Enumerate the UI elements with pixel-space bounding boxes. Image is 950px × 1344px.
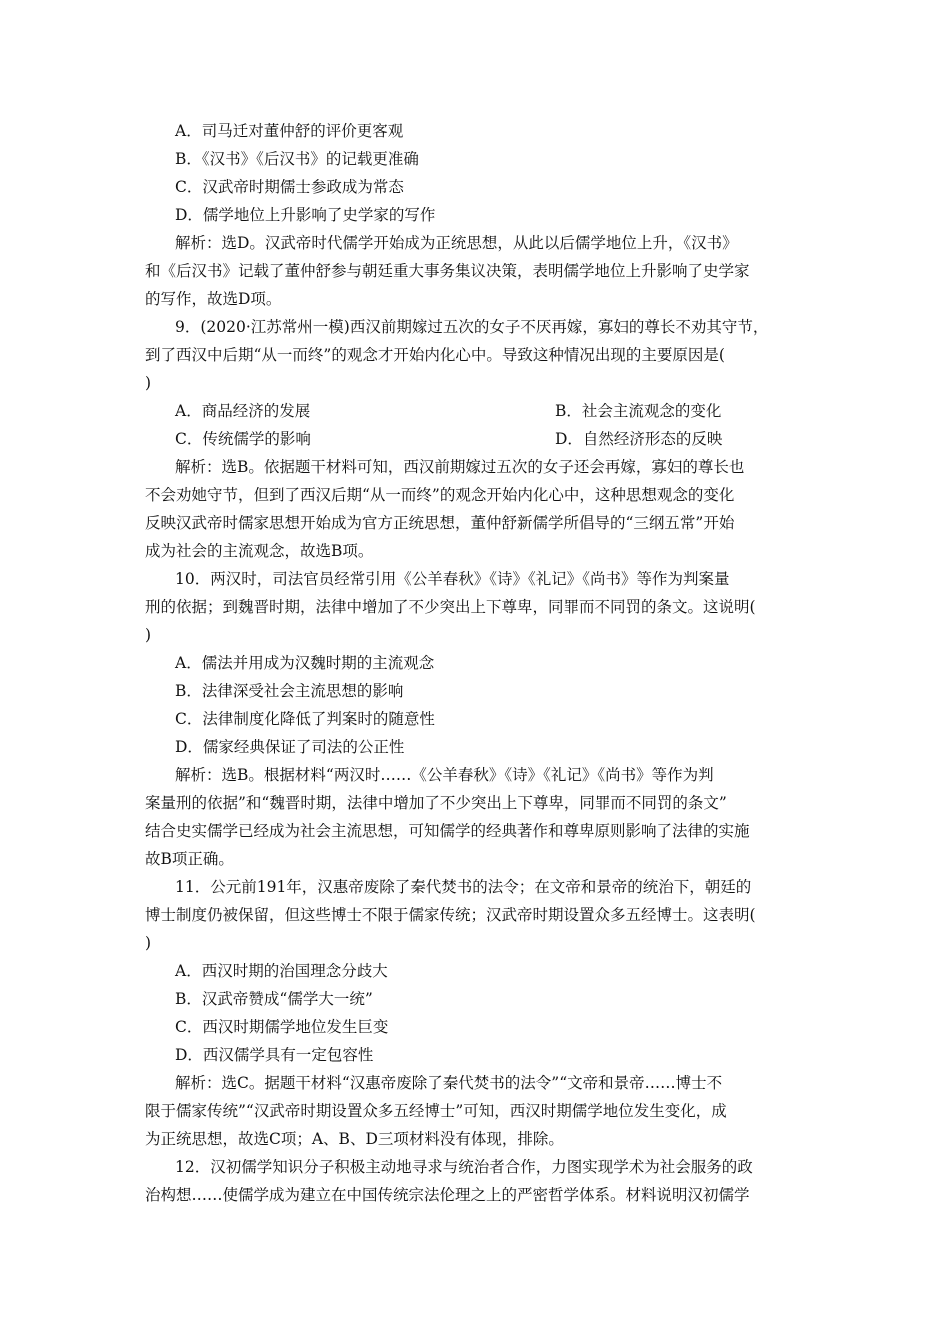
q11-stem-line: ) xyxy=(145,934,152,952)
q12-stem-line: 12．汉初儒学知识分子积极主动地寻求与统治者合作，力图实现学术为社会服务的政 xyxy=(175,1158,753,1176)
q12-stem-line: 治构想……使儒学成为建立在中国传统宗法伦理之上的严密哲学体系。材料说明汉初儒学 xyxy=(145,1186,750,1204)
q9-analysis-line: 解析：选B。依据题干材料可知，西汉前期嫁过五次的女子还会再嫁，寡妇的尊长也 xyxy=(175,458,745,476)
q9-option-d: D．自然经济形态的反映 xyxy=(555,430,723,448)
q11-option-b: B．汉武帝赞成“儒学大一统” xyxy=(175,990,373,1008)
q11-option-a: A．西汉时期的治国理念分歧大 xyxy=(175,962,388,980)
q8-analysis-line: 的写作，故选D项。 xyxy=(145,290,282,308)
q9-stem-line: ) xyxy=(145,374,152,392)
q8-option-c: C．汉武帝时期儒士参政成为常态 xyxy=(175,178,404,196)
q10-option-d: D．儒家经典保证了司法的公正性 xyxy=(175,738,405,756)
q9-option-a: A．商品经济的发展 xyxy=(175,402,311,420)
q10-option-a: A．儒法并用成为汉魏时期的主流观念 xyxy=(175,654,435,672)
q8-option-d: D．儒学地位上升影响了史学家的写作 xyxy=(175,206,436,224)
q9-options-row xyxy=(145,425,825,453)
q8-analysis-line: 和《后汉书》记载了董仲舒参与朝廷重大事务集议决策，表明儒学地位上升影响了史学家 xyxy=(145,262,750,280)
q10-analysis-line: 解析：选B。根据材料“两汉时……《公羊春秋》《诗》《礼记》《尚书》等作为判 xyxy=(175,766,714,784)
q9-options-row xyxy=(145,397,825,425)
q11-option-c: C．西汉时期儒学地位发生巨变 xyxy=(175,1018,389,1036)
q8-analysis-line: 解析：选D。汉武帝时代儒学开始成为正统思想，从此以后儒学地位上升，《汉书》 xyxy=(175,234,738,252)
q9-option-c: C．传统儒学的影响 xyxy=(175,430,311,448)
q11-option-d: D．西汉儒学具有一定包容性 xyxy=(175,1046,374,1064)
q10-stem-line: ) xyxy=(145,626,152,644)
q9-analysis-line: 成为社会的主流观念，故选B项。 xyxy=(145,542,374,560)
q9-option-b: B．社会主流观念的变化 xyxy=(555,402,722,420)
q11-stem-line: 11．公元前191年，汉惠帝废除了秦代焚书的法令；在文帝和景帝的统治下，朝廷的 xyxy=(175,878,752,896)
q11-stem-line: 博士制度仍被保留，但这些博士不限于儒家传统；汉武帝时期设置众多五经博士。这表明( xyxy=(145,906,756,924)
q10-analysis-line: 故B项正确。 xyxy=(145,850,234,868)
q10-stem-line: 刑的依据；到魏晋时期，法律中增加了不少突出上下尊卑，同罪而不同罚的条文。这说明( xyxy=(145,598,756,616)
q10-option-c: C．法律制度化降低了判案时的随意性 xyxy=(175,710,435,728)
q9-analysis-line: 不会劝她守节，但到了西汉后期“从一而终”的观念开始内化心中，这种思想观念的变化 xyxy=(145,486,735,504)
q10-analysis-line: 结合史实儒学已经成为社会主流思想，可知儒学的经典著作和尊卑原则影响了法律的实施 xyxy=(145,822,750,840)
q10-option-b: B．法律深受社会主流思想的影响 xyxy=(175,682,404,700)
q9-stem-line: 到了西汉中后期“从一而终”的观念才开始内化心中。导致这种情况出现的主要原因是( xyxy=(145,346,725,364)
q10-stem-line: 10．两汉时，司法官员经常引用《公羊春秋》《诗》《礼记》《尚书》等作为判案量 xyxy=(175,570,730,588)
document-page xyxy=(145,117,825,1209)
q11-analysis-line: 为正统思想，故选C项；A、B、D三项材料没有体现，排除。 xyxy=(145,1130,564,1148)
q8-option-a: A．司马迁对董仲舒的评价更客观 xyxy=(175,122,404,140)
q9-stem-line: 9．(2020·江苏常州一模)西汉前期嫁过五次的女子不厌再嫁，寡妇的尊长不劝其守节， xyxy=(175,318,769,336)
q9-analysis-line: 反映汉武帝时儒家思想开始成为官方正统思想，董仲舒新儒学所倡导的“三纲五常”开始 xyxy=(145,514,735,532)
q8-option-b: B．《汉书》《后汉书》的记载更准确 xyxy=(175,150,419,168)
q11-analysis-line: 解析：选C。据题干材料“汉惠帝废除了秦代焚书的法令”“文帝和景帝……博士不 xyxy=(175,1074,723,1092)
q11-analysis-line: 限于儒家传统”“汉武帝时期设置众多五经博士”可知，西汉时期儒学地位发生变化，成 xyxy=(145,1102,727,1120)
q10-analysis-line: 案量刑的依据”和“魏晋时期，法律中增加了不少突出上下尊卑，同罪而不同罚的条文” xyxy=(145,794,727,812)
